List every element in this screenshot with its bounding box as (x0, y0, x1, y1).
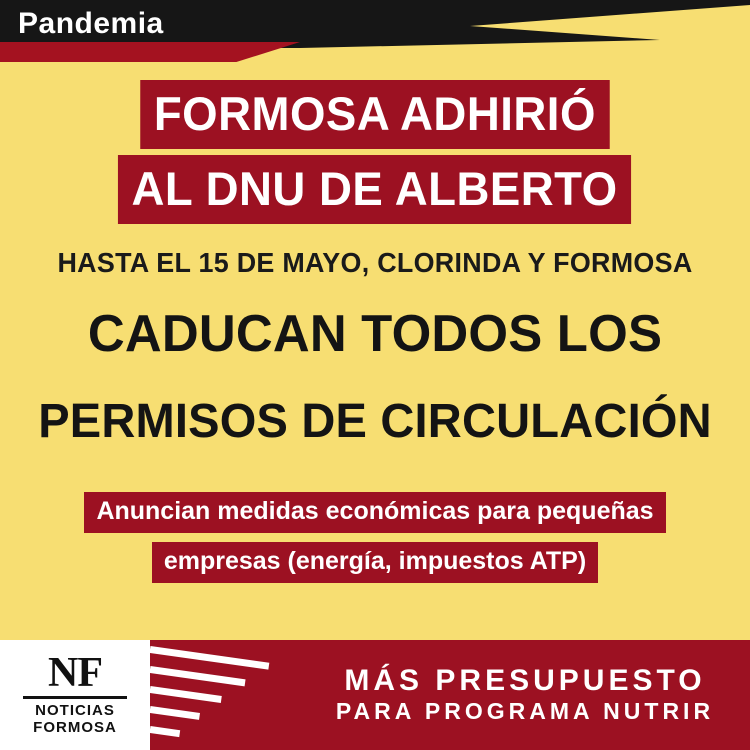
footer-diagonal-stripes (150, 640, 310, 750)
headline-line-1: FORMOSA ADHIRIÓ (140, 80, 609, 149)
note-line-1: Anuncian medidas económicas para pequeñas (84, 492, 665, 533)
logo-initials: NF (48, 650, 102, 696)
top-banner (0, 0, 750, 62)
stripe-2 (150, 666, 246, 686)
headline-line-2: AL DNU DE ALBERTO (118, 155, 631, 224)
logo-name-line-1: NOTICIAS (35, 702, 115, 719)
stripe-4 (150, 706, 200, 720)
subheadline: HASTA EL 15 DE MAYO, CLORINDA Y FORMOSA (57, 247, 693, 278)
stripe-3 (150, 686, 222, 703)
logo-name-line-2: FORMOSA (33, 719, 117, 736)
footer-slogan-line-1: MÁS PRESUPUESTO (344, 664, 706, 697)
stripe-5 (150, 726, 180, 737)
footer-slogan (300, 640, 750, 750)
headline-block (0, 80, 750, 230)
notes-block (0, 492, 750, 592)
main-text-line-1: CADUCAN TODOS LOS (87, 305, 663, 363)
main-text-line-2: PERMISOS DE CIRCULACIÓN (38, 395, 712, 448)
brand-logo (0, 640, 150, 750)
logo-divider (23, 696, 127, 699)
footer-slogan-line-2: PARA PROGRAMA NUTRIR (335, 698, 715, 724)
stripe-1 (150, 646, 269, 670)
category-label: Pandemia (18, 7, 164, 40)
footer-bar (0, 640, 750, 750)
note-line-2: empresas (energía, impuestos ATP) (152, 542, 598, 583)
